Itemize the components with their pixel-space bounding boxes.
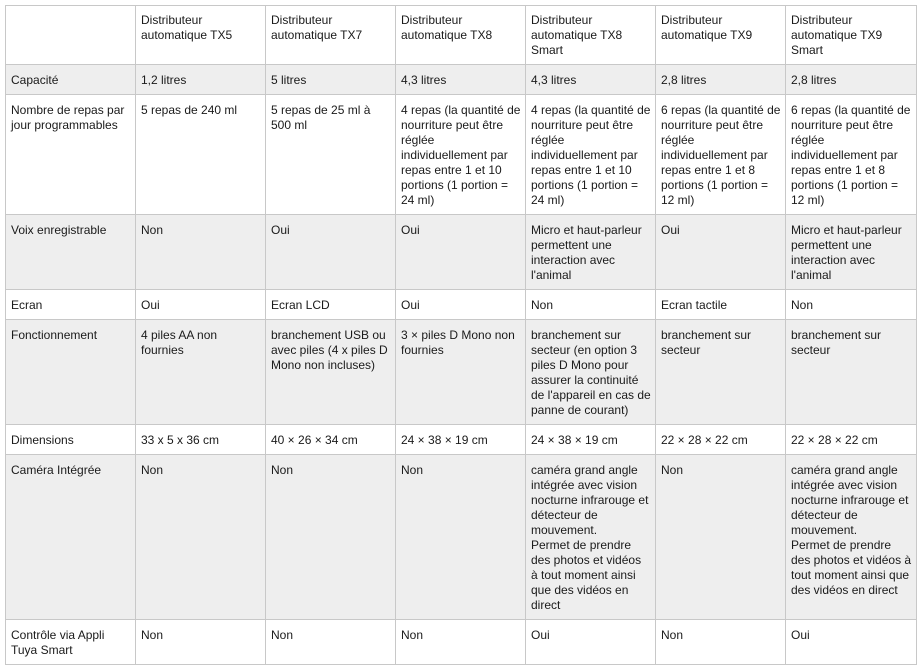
table-cell: Non (136, 455, 266, 620)
table-cell: 22 × 28 × 22 cm (656, 425, 786, 455)
table-cell: Non (136, 215, 266, 290)
table-cell: Oui (786, 620, 917, 665)
table-cell: 24 × 38 × 19 cm (526, 425, 656, 455)
table-cell: Oui (396, 215, 526, 290)
header-cell-tx9-smart: Distributeur automatique TX9 Smart (786, 6, 917, 65)
table-cell: 3 × piles D Mono non fournies (396, 320, 526, 425)
table-cell: caméra grand angle intégrée avec vision nocturne infrarouge et détecteur de mouvement. Permet de prendre des photos et vidéos à tout moment ainsi que des vidéos en direct (786, 455, 917, 620)
table-cell: Non (526, 290, 656, 320)
table-cell: branchement sur secteur (786, 320, 917, 425)
table-cell: Micro et haut-parleur permettent une interaction avec l'animal (786, 215, 917, 290)
table-cell: 5 repas de 25 ml à 500 ml (266, 95, 396, 215)
table-row-ecran (6, 290, 917, 320)
comparison-table (5, 5, 917, 665)
table-row-camera (6, 455, 917, 620)
header-cell-tx7: Distributeur automatique TX7 (266, 6, 396, 65)
table-row-nombre-repas (6, 95, 917, 215)
table-cell: 4 piles AA non fournies (136, 320, 266, 425)
header-cell-corner (6, 6, 136, 65)
table-cell: 4,3 litres (526, 65, 656, 95)
table-cell: Non (656, 455, 786, 620)
table-cell: Oui (266, 215, 396, 290)
header-cell-tx8: Distributeur automatique TX8 (396, 6, 526, 65)
table-cell: 5 repas de 240 ml (136, 95, 266, 215)
table-cell: branchement USB ou avec piles (4 x piles D Mono non incluses) (266, 320, 396, 425)
table-row-dimensions (6, 425, 917, 455)
table-cell: 6 repas (la quantité de nourriture peut être réglée individuellement par repas entre 1 et 8 portions (1 portion = 12 ml) (656, 95, 786, 215)
row-label: Contrôle via Appli Tuya Smart (6, 620, 136, 665)
row-label: Dimensions (6, 425, 136, 455)
row-label: Capacité (6, 65, 136, 95)
header-cell-tx5: Distributeur automatique TX5 (136, 6, 266, 65)
table-row-voix (6, 215, 917, 290)
table-cell: Non (396, 455, 526, 620)
table-cell: Oui (396, 290, 526, 320)
table-cell: 4 repas (la quantité de nourriture peut être réglée individuellement par repas entre 1 et 10 portions (1 portion = 24 ml) (396, 95, 526, 215)
table-cell: Oui (656, 215, 786, 290)
table-row-capacite (6, 65, 917, 95)
table-cell: Oui (526, 620, 656, 665)
table-row-fonctionnement (6, 320, 917, 425)
table-cell: Non (786, 290, 917, 320)
table-cell: 2,8 litres (786, 65, 917, 95)
table-cell: 4 repas (la quantité de nourriture peut être réglée individuellement par repas entre 1 et 10 portions (1 portion = 24 ml) (526, 95, 656, 215)
table-cell: 6 repas (la quantité de nourriture peut être réglée individuellement par repas entre 1 et 8 portions (1 portion = 12 ml) (786, 95, 917, 215)
table-cell: Non (266, 620, 396, 665)
table-cell: 24 × 38 × 19 cm (396, 425, 526, 455)
table-cell: 5 litres (266, 65, 396, 95)
row-label: Nombre de repas par jour programmables (6, 95, 136, 215)
table-row-controle-appli (6, 620, 917, 665)
table-cell: 40 × 26 × 34 cm (266, 425, 396, 455)
table-cell: Oui (136, 290, 266, 320)
table-cell: branchement sur secteur (en option 3 piles D Mono pour assurer la continuité de l'appareil en cas de panne de courant) (526, 320, 656, 425)
table-cell: Non (136, 620, 266, 665)
table-cell: Ecran tactile (656, 290, 786, 320)
table-cell: Non (656, 620, 786, 665)
table-cell: Non (396, 620, 526, 665)
header-cell-tx8-smart: Distributeur automatique TX8 Smart (526, 6, 656, 65)
row-label: Ecran (6, 290, 136, 320)
row-label: Caméra Intégrée (6, 455, 136, 620)
table-cell: Micro et haut-parleur permettent une interaction avec l'animal (526, 215, 656, 290)
header-row (6, 6, 917, 65)
table-cell: 1,2 litres (136, 65, 266, 95)
table-cell: caméra grand angle intégrée avec vision nocturne infrarouge et détecteur de mouvement. Permet de prendre des photos et vidéos à tout moment ainsi que des vidéos en direct (526, 455, 656, 620)
row-label: Voix enregistrable (6, 215, 136, 290)
table-cell: Ecran LCD (266, 290, 396, 320)
table-cell: 2,8 litres (656, 65, 786, 95)
table-cell: 33 x 5 x 36 cm (136, 425, 266, 455)
header-cell-tx9: Distributeur automatique TX9 (656, 6, 786, 65)
table-cell: 4,3 litres (396, 65, 526, 95)
table-cell: branchement sur secteur (656, 320, 786, 425)
table-cell: Non (266, 455, 396, 620)
row-label: Fonctionnement (6, 320, 136, 425)
table-cell: 22 × 28 × 22 cm (786, 425, 917, 455)
